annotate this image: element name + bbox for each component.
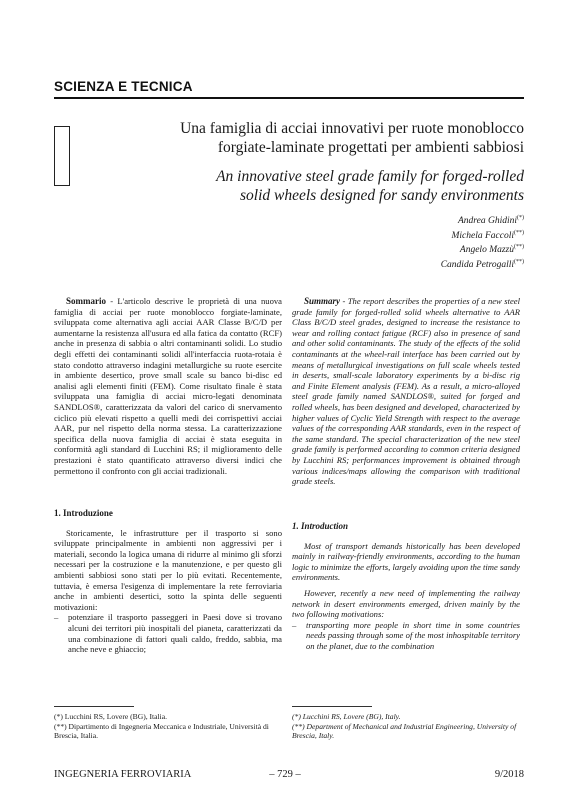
sommario-heading: Sommario <box>66 296 106 306</box>
italian-footnotes <box>54 712 282 741</box>
author-list <box>441 213 524 272</box>
introduction-paragraph: Most of transport demands historically has been developed mainly in railway-friendly environments, according to the human logic to minimize the efforts, largely avoiding upon the time sandy environments. <box>292 540 520 583</box>
footnote: (*) Lucchini RS, Lovere (BG), Italy. <box>292 712 401 721</box>
page-number: – 729 – <box>269 769 301 780</box>
italian-title-line-2: forgiate-laminate progettati per ambienti sabbiosi <box>217 139 524 156</box>
title-decoration-box <box>54 126 70 186</box>
issue-number: 9/2018 <box>494 769 524 780</box>
english-footnotes <box>292 712 520 741</box>
author: Angelo Mazzù(**) <box>459 244 524 256</box>
intro-bullet: – potenziare il trasporto passeggeri in Paesi dove si trovano alcuni dei territori più inospitali del pianeta, caratterizzati da una combinazione di fattori quali caldo, freddo, sabbia, ma anche neve e ghiaccio; <box>54 612 282 655</box>
summary-heading: Summary <box>304 296 341 306</box>
author: Andrea Ghidini(*) <box>457 215 524 227</box>
footnote: (**) Department of Mechanical and Industrial Engineering, University of Brescia, Italy. <box>292 721 517 740</box>
english-title <box>104 167 524 205</box>
author: Michela Faccoli(**) <box>451 229 524 241</box>
section-rule <box>54 97 524 99</box>
intro-heading: 1. Introduzione <box>54 508 113 518</box>
introduction-bullet: – transporting more people in short time in some countries needs passing through some of the most inhospitable territory on the planet, due to the combination <box>292 619 520 651</box>
footnote-rule <box>292 706 372 707</box>
english-title-line-1: An innovative steel grade family for forged-rolled <box>216 168 524 185</box>
english-introduction <box>292 521 520 652</box>
introduction-heading: 1. Introduction <box>292 521 349 531</box>
italian-abstract <box>54 296 282 476</box>
footnote: (**) Dipartimento di Ingegneria Meccanica e Industriale, Università di Brescia, Italia. <box>54 721 269 740</box>
intro-paragraph: Storicamente, le infrastrutture per il trasporto si sono sviluppate principalmente in ambienti non aggressivi per i materiali, secondo la logica umana di ridurre al minimo gli sforzi necessari per la costruzione e la manutenzione, e per questo gli ambienti sabbiosi sono stati per lo più evitati. Recentemente, tuttavia, è emersa l'esigenza di implementare la rete ferroviaria anche in ambienti desertici, sotto la spinta delle seguenti motivazioni: <box>54 527 282 612</box>
italian-introduction <box>54 508 282 655</box>
footnote-rule <box>54 706 134 707</box>
summary-text: - The report describes the properties of a new steel grade family for forged-rolled solid wheels alternative to AAR Class B/C/D steel grades, designed to increase the resistance to wear and rolling contact fatigue (RCF) also in presence of sand and other solid contaminants. The study of the effects of the solid contaminants at the wheel-rail interface has been carried out by means of metallurgical investigations on full scale wheels tested in deserts, small-scale laboratory experiments by a bi-disc rig and Finite Element analysis (FEM). As a result, a micro-alloyed steel grade family named SANDLOS®, suited for forged and rolled wheels, has been designed and developed, characterized by higher values of Cyclic Yield Strength with respect to the average values of the corresponding AAR standards, even in the respect of the same standard. The special characterization of the new steel grade family is performed according to common criteria designed by Lucchini RS; performances improvement is obtained through various indices/maps allowing the comparison with traditional grade steels. <box>292 296 520 487</box>
english-title-line-2: solid wheels designed for sandy environments <box>240 187 524 204</box>
section-label: SCIENZA E TECNICA <box>54 79 193 94</box>
english-abstract <box>292 296 520 487</box>
footnote: (*) Lucchini RS, Lovere (BG), Italia. <box>54 712 168 721</box>
author: Candida Petrogalli(**) <box>440 258 524 271</box>
sommario-text: - L'articolo descrive le proprietà di una nuova famiglia di acciai per ruote monoblocco forgiate-laminate, sviluppata come alternativa agli acciai AAR Classe B/C/D per aumentarne la resistenza all'usura ed alla fatica da contatto (RCF) anche in presenza di sabbia o altri contaminanti solidi. Lo studio degli effetti dei contaminanti solidi all'interfaccia ruota-rotaia è stato condotto attraverso indagini metallurgiche su ruote esercite in ambiente desertico, prove small scale su banco bi-disc ed analisi agli elementi finiti (FEM). Come risultato finale è stata sviluppata una famiglia di acciai micro-legati denominata SANDLOS®, caratterizzata da valori del carico di snervamento ciclico più elevati rispetto a quelli medi dei corrispettivi acciai AAR, pur nel rispetto della norma stessa. La caratterizzazione specifica della nuova famiglia di acciai è stata eseguita in conformità agli standard di Lucchini RS; il miglioramento delle prestazioni è stato quantificato attraverso diversi indici che permettono il confronto con gli acciai tradizionali. <box>54 296 282 476</box>
italian-title-line-1: Una famiglia di acciai innovativi per ruote monoblocco <box>180 120 524 137</box>
italian-title <box>104 119 524 157</box>
journal-name: INGEGNERIA FERROVIARIA <box>54 769 192 780</box>
introduction-paragraph: However, recently a new need of implementing the railway network in desert environments emerged, driven mainly by the two following motivations: <box>292 587 520 620</box>
